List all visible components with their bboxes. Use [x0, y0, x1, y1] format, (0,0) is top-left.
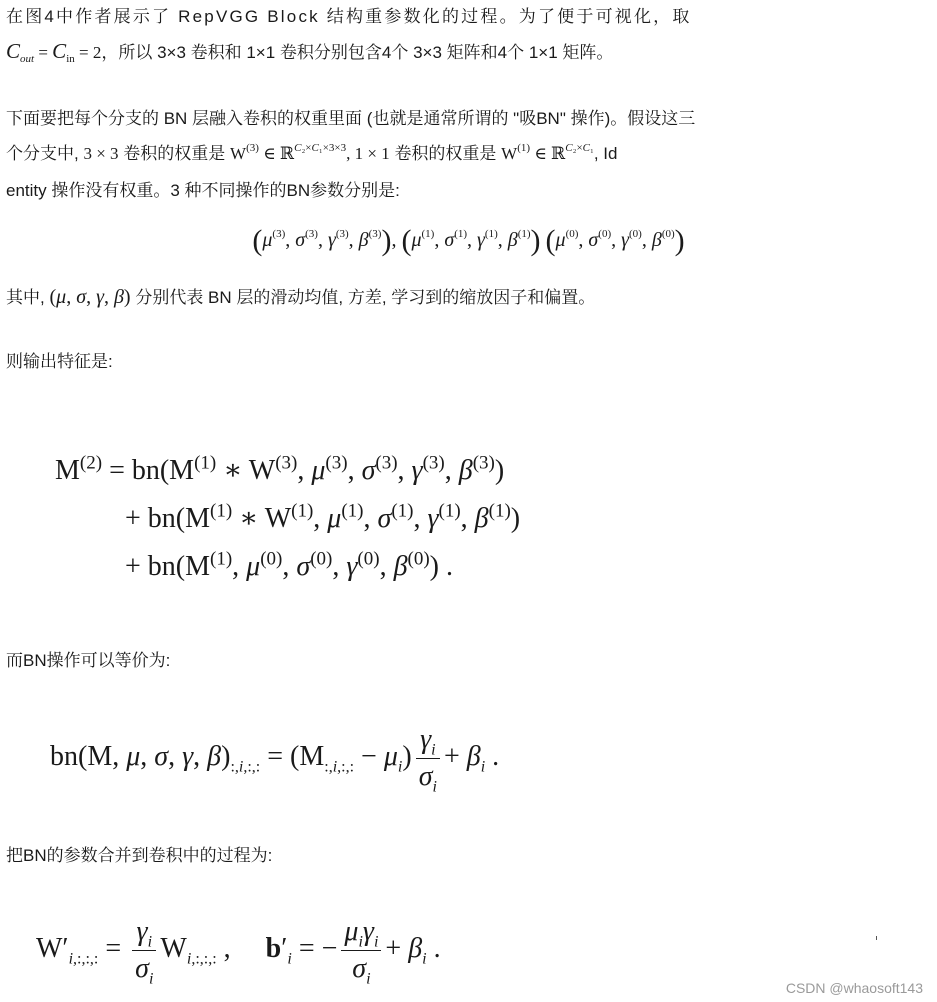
para2-text-2b: 卷积的权重是 — [123, 144, 226, 163]
bn-equiv-label-text: 而BN操作可以等价为: — [6, 651, 171, 670]
where-prefix: 其中, — [6, 288, 45, 307]
intro-line-2 — [6, 38, 613, 66]
output-eq-line-2: + $bn(M^{(1)}$ ∗ $W^{(1)}$, $\mu^{(1)}$, $\sigma^{(1)}$, $\gamma^{(1)}$, $\beta^{(1)}$) — [125, 500, 521, 534]
output-label-text: 则输出特征是: — [6, 352, 113, 371]
bn-equiv-label — [6, 648, 170, 674]
where-line — [6, 284, 595, 311]
para2-text-1: 下面要把每个分支的 BN 层融入卷积的权重里面 (也就是通常所谓的 "吸BN" 操作)。假设这三 — [6, 109, 696, 128]
merge-label — [6, 843, 272, 869]
merge-equation: $W'_{i,:,:,:}$ = $\frac{\gamma_i}{\sigma_i}$ $W_{i,:,:,:}$ , $b'_i$ = − $\frac{\mu_i\gamma_i}{\sigma_i}$ + $\beta_i$ . — [36, 916, 441, 988]
output-eq-line-3: + $bn(M^{(1)}$, $\mu^{(0)}$, $\sigma^{(0)}$, $\gamma^{(0)}$, $\beta^{(0)}$) . — [125, 548, 453, 582]
intro-text-2: ，所以 3×3 卷积和 1×1 卷积分别包含4个 3×3 矩阵和4个 1×1 矩阵。 — [101, 43, 614, 62]
where-suffix: 分别代表 BN 层的滑动均值, 方差, 学习到的缩放因子和偏置。 — [135, 288, 596, 307]
merge-label-text: 把BN的参数合并到卷积中的过程为: — [6, 846, 273, 865]
output-eq-line-1: $M^{(2)} = bn(M^{(1)}$ ∗ $W^{(3)}$, $\mu^{(3)}$, $\sigma^{(3)}$, $\gamma^{(3)}$, $\beta^{(3)}$) — [55, 452, 505, 486]
stray-mark — [876, 936, 877, 940]
para2-line-1 — [6, 106, 695, 132]
formula-w1: $W^{(1)}$ ∈ ℝ$^{C_2\times C_1}$ — [501, 142, 594, 163]
para2-line-3 — [6, 178, 400, 204]
para2-line-2 — [6, 141, 617, 167]
watermark-text: CSDN @whaosoft143 — [785, 980, 923, 996]
formula-3x3: 3 × 3 — [83, 144, 119, 163]
bn-equation: bn(M, μ, σ, γ, $\beta)_{:,i,:,:} = (M_{:,i,:,:} - \mu_i)$ $\frac{\gamma_i}{\sigma_i}$ + $\beta_i$ . — [50, 724, 500, 796]
intro-line-1 — [6, 4, 692, 30]
bn-params-formula: ($\mu^{(3)}$, $\sigma^{(3)}$, $\gamma^{(3)}$, $\beta^{(3)}$), ($\mu^{(1)}$, $\sigma^{(1)}$, $\gamma^{(1)}$, $\beta^{(1)}$) ($\mu^{(0)}$, $\sigma^{(0)}$, $\gamma^{(0)}$, $\beta^{(0)}$) — [252, 224, 685, 257]
para2-text-3: entity 操作没有权重。3 种不同操作的BN参数分别是: — [6, 181, 400, 200]
para2-text-2a: 个分支中, — [6, 144, 79, 163]
intro-text-1: 在图4中作者展示了 RepVGG Block 结构重参数化的过程。为了便于可视化，取 — [6, 7, 692, 26]
formula-w3: $W^{(3)}$ ∈ ℝ$^{C_2\times C_1\times 3\times 3}$, 1 × 1 — [230, 142, 390, 163]
csdn-watermark — [786, 980, 923, 996]
cout-cin-formula: $C_{out} = C_{in} = 2$ — [6, 39, 102, 66]
para2-text-2c: 卷积的权重是 — [394, 144, 497, 163]
output-label — [6, 349, 113, 375]
para2-text-2d: , Id — [593, 144, 618, 163]
where-params: (μ, σ, γ, β) — [49, 286, 131, 308]
